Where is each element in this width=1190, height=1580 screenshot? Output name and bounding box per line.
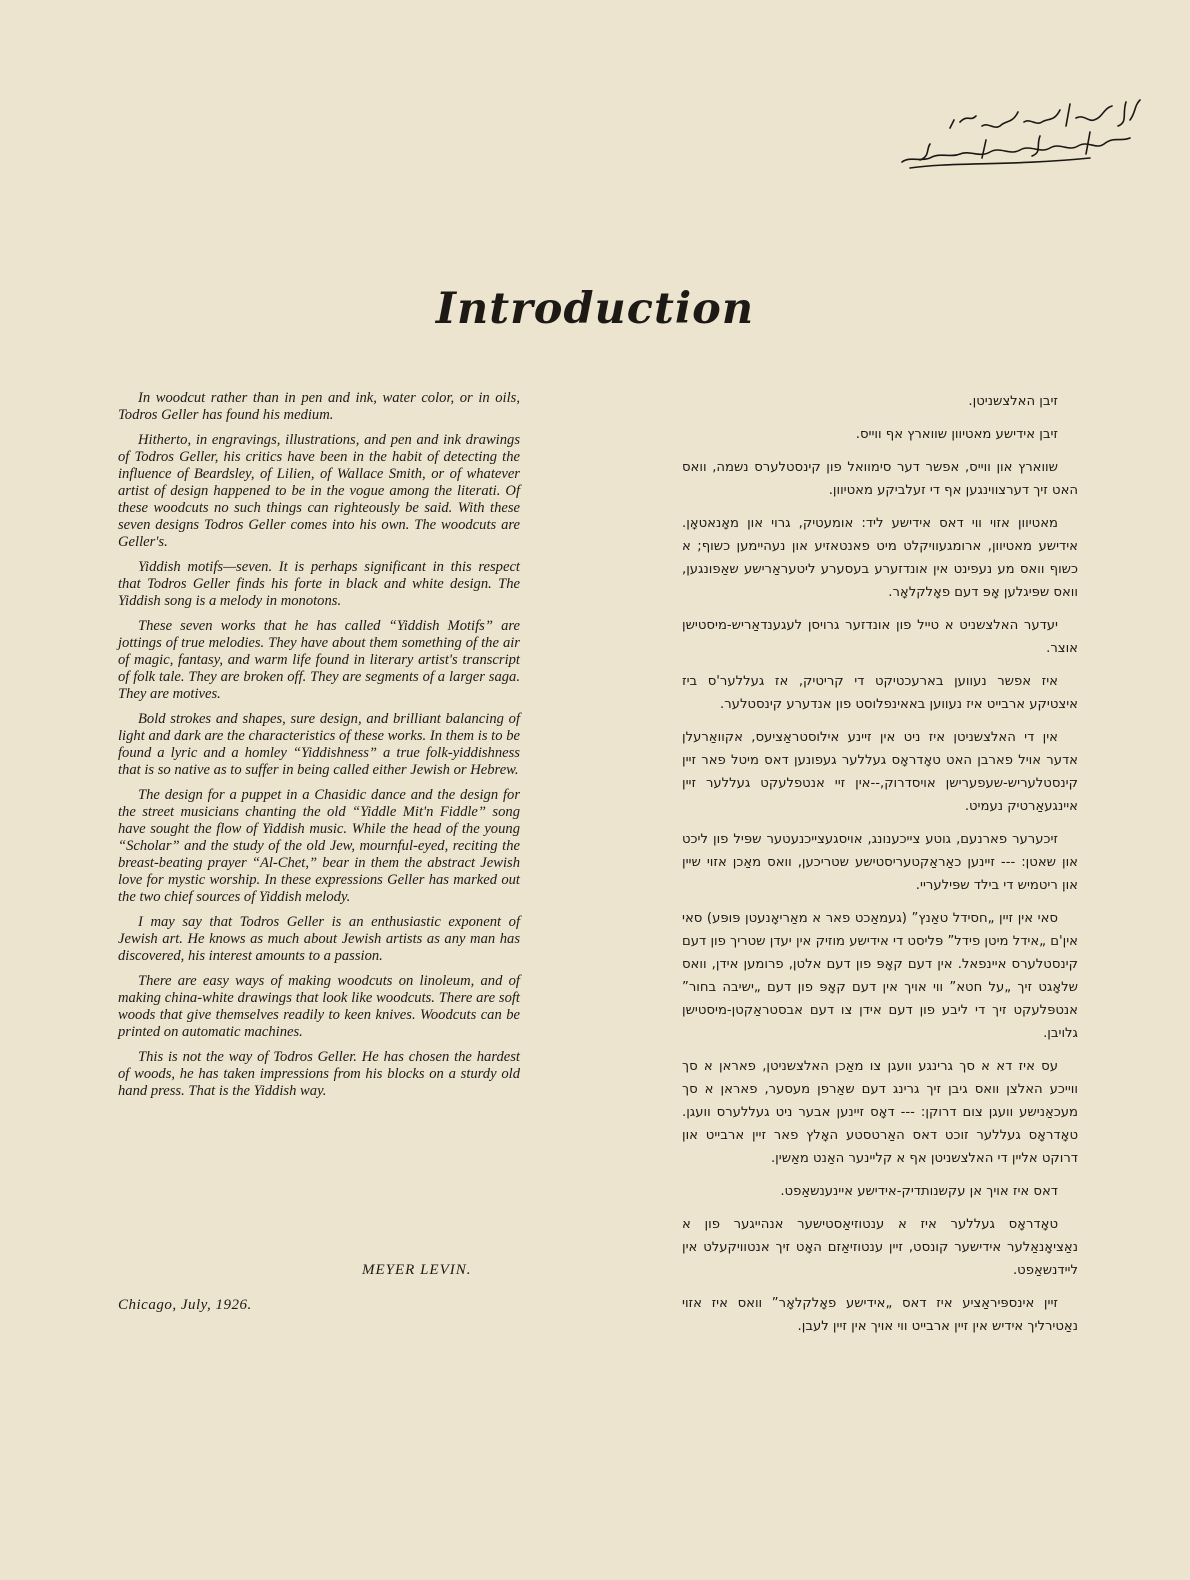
- yiddish-paragraph: דאס איז אויך אן עקשנותדיק-אידישע איינענשאַפט.: [780, 1184, 1058, 1199]
- yiddish-paragraph: זיין אינספּיראַציע איז דאס „אידישע פאָלקלאָר” וואס איז אזוי נאַטירליך אידיש אין זיין ארבייט ווי אויך אין זיין לעבן.: [682, 1296, 1078, 1334]
- place-date: Chicago, July, 1926.: [118, 1297, 252, 1313]
- handwritten-signature: [890, 92, 1150, 182]
- yiddish-paragraph: זיכערער פארנעם, גוטע צייכענונג, אויסגעצייכנעטער שפּיל פון ליכט און שאטן: --- זיינען כאַראַקטעריסטישע שטריכען, וואס מאַכן אזוי שיין און ריטמיש די בילד שפּילעריי.: [682, 832, 1078, 893]
- english-paragraph: In woodcut rather than in pen and ink, water color, or in oils, Todros Geller has found his medium.: [118, 390, 520, 423]
- yiddish-paragraph: טאָדראָס געללער איז א ענטוזיאַסטישער אנהייגער פון א נאַציאָנאַלער אידישער קונסט, זיין ענטוזיאַזם האָט זיך אנטוויקעלט אין ליידנשאַפט.: [682, 1217, 1078, 1278]
- yiddish-paragraph: סאי אין זיין „חסידל טאַנץ” (געמאַכט פאר א מאַריאָנעטן פּופּע) סאי אין'ם „אידל מיטן פידל” פּליסט די אידישע מוזיק אין יעדן שטריך פון דעם קינסטלערס איינפאל. אין דעם קאָפּ פון דעם אלטן, פרומען אידן, וואס שלאָגט זיך „על חטא” ווי אויך אין דעם קאָפּ פון דעם „ישיבה בחור” אנטפּלעקט זיך די ליבע פון דעם אידן צו דעם אבסטראַקטן-מיסטישן גלויבן.: [682, 911, 1078, 1041]
- author-signoff: MEYER LEVIN.: [362, 1262, 472, 1278]
- english-paragraph: The design for a puppet in a Chasidic dance and the design for the street musicians chanting the old “Yiddle Mit'n Fiddle” song have sought the flow of Yiddish music. While the head of the young “Scholar” and the study of the old Jew, mournful-eyed, reciting the breast-beating prayer “Al-Chet,” bear in them the abstract Jewish love for mystic worship. In these expressions Geller has marked out the two chief sources of Yiddish melody.: [118, 787, 520, 905]
- yiddish-paragraph: עס איז דא א סך גרינגע וועגן צו מאַכן האלצשניטן, פאראן א סך ווייכע האלצן וואס גיבן זיך גרינג דעם שאַרפן מעסער, פאראן א סך מעכאַנישע וועגן צום דרוקן: --- דאָס זיינען אבער ניט געללערס וועגן. טאָדראָס געללער זוכט דאס האַרטסטע האָלץ פאר זיין ארבייט און דרוקט אליין די האלצשניטן אף א קליינער האַנט מאַשין.: [682, 1059, 1078, 1166]
- english-paragraph: Yiddish motifs—seven. It is perhaps significant in this respect that Todros Geller finds his forte in black and white design. The Yiddish song is a melody in monotons.: [118, 559, 520, 609]
- yiddish-paragraph: איז אפשר נעווען בארעכטיקט די קריטיק, אז געללער'ס ביז איצטיקע ארבייט איז נעווען באאינפלוסט פון אנדערע קינסטלער.: [682, 674, 1078, 712]
- yiddish-paragraph: אין די האלצשניטן איז ניט אין זיינע אילוסטראַציעס, אקוואַרעלן אדער אויל פארבן האט טאָדראָס געללער געפונען דאס מיטל פאר זיין קינסטלעריש-שעפערישן אויסדרוק,--אין זיי אנטפלעקט געללער זיין איינגעאַרטיק נעמיט.: [682, 730, 1078, 814]
- english-paragraph: Hitherto, in engravings, illustrations, and pen and ink drawings of Todros Geller, his critics have been in the habit of detecting the influence of Beardsley, of Lilien, of Wallace Smith, or of whatever artist of design happened to be in the vogue among the literati. Of these woodcuts no such things can righteously be said. With these seven designs Todros Geller comes into his own. The woodcuts are Geller's.: [118, 432, 520, 550]
- yiddish-paragraph: שווארץ און ווייס, אפשר דער סימוואל פון קינסטלערס נשמה, וואס האט זיך דערצווינגען אף די זעלביקע מאטיוון.: [682, 460, 1078, 498]
- yiddish-paragraph: מאטיוון אזוי ווי דאס אידישע ליד: אומעטיק, גרוי און מאָנאטאָן. אידישע מאטיוון, ארומגעוויקלט מיט פאנטאזיע און נעהיימען כשוף; א כשוף וואס מע נעפינט אין אונדזערע בעסערע ליטעראַרישע שאַפונגען, וואס שפּיגלען אָפּ דעם פאָלקלאָר.: [682, 516, 1078, 600]
- english-text-column: [118, 390, 520, 1108]
- yiddish-paragraph: זיבן האלצשניטן.: [968, 394, 1058, 409]
- english-paragraph: Bold strokes and shapes, sure design, and brilliant balancing of light and dark are the characteristics of these works. In them is to be found a lyric and a homley “Yiddishness” a true folk-yiddishness that is so native as to suffer in being called either Jewish or Hebrew.: [118, 711, 520, 778]
- yiddish-paragraph: יעדער האלצשניט א טייל פון אונדזער גרויסן לעגענדאַריש-מיסטישן אוצר.: [682, 618, 1078, 656]
- yiddish-paragraph: זיבן אידישע מאטיוון שווארץ אף ווייס.: [855, 427, 1058, 442]
- english-paragraph: These seven works that he has called “Yiddish Motifs” are jottings of true melodies. They have about them something of the air of magic, fantasy, and warm life found in literary artist's transcript of folk tale. They are broken off. They are segments of a larger saga. They are motives.: [118, 618, 520, 702]
- english-paragraph: There are easy ways of making woodcuts on linoleum, and of making china-white drawings that look like woodcuts. There are soft woods that give themselves readily to keen knives. Woodcuts can be printed on automatic machines.: [118, 973, 520, 1040]
- page-title: Introduction: [435, 284, 755, 334]
- english-paragraph: I may say that Todros Geller is an enthusiastic exponent of Jewish art. He knows as much about Jewish artists as any man has discovered, his interest amounts to a passion.: [118, 914, 520, 964]
- english-paragraph: This is not the way of Todros Geller. He has chosen the hardest of woods, he has taken impressions from his blocks on a sturdy old hand press. That is the Yiddish way.: [118, 1049, 520, 1099]
- yiddish-text-column: [682, 390, 1078, 1348]
